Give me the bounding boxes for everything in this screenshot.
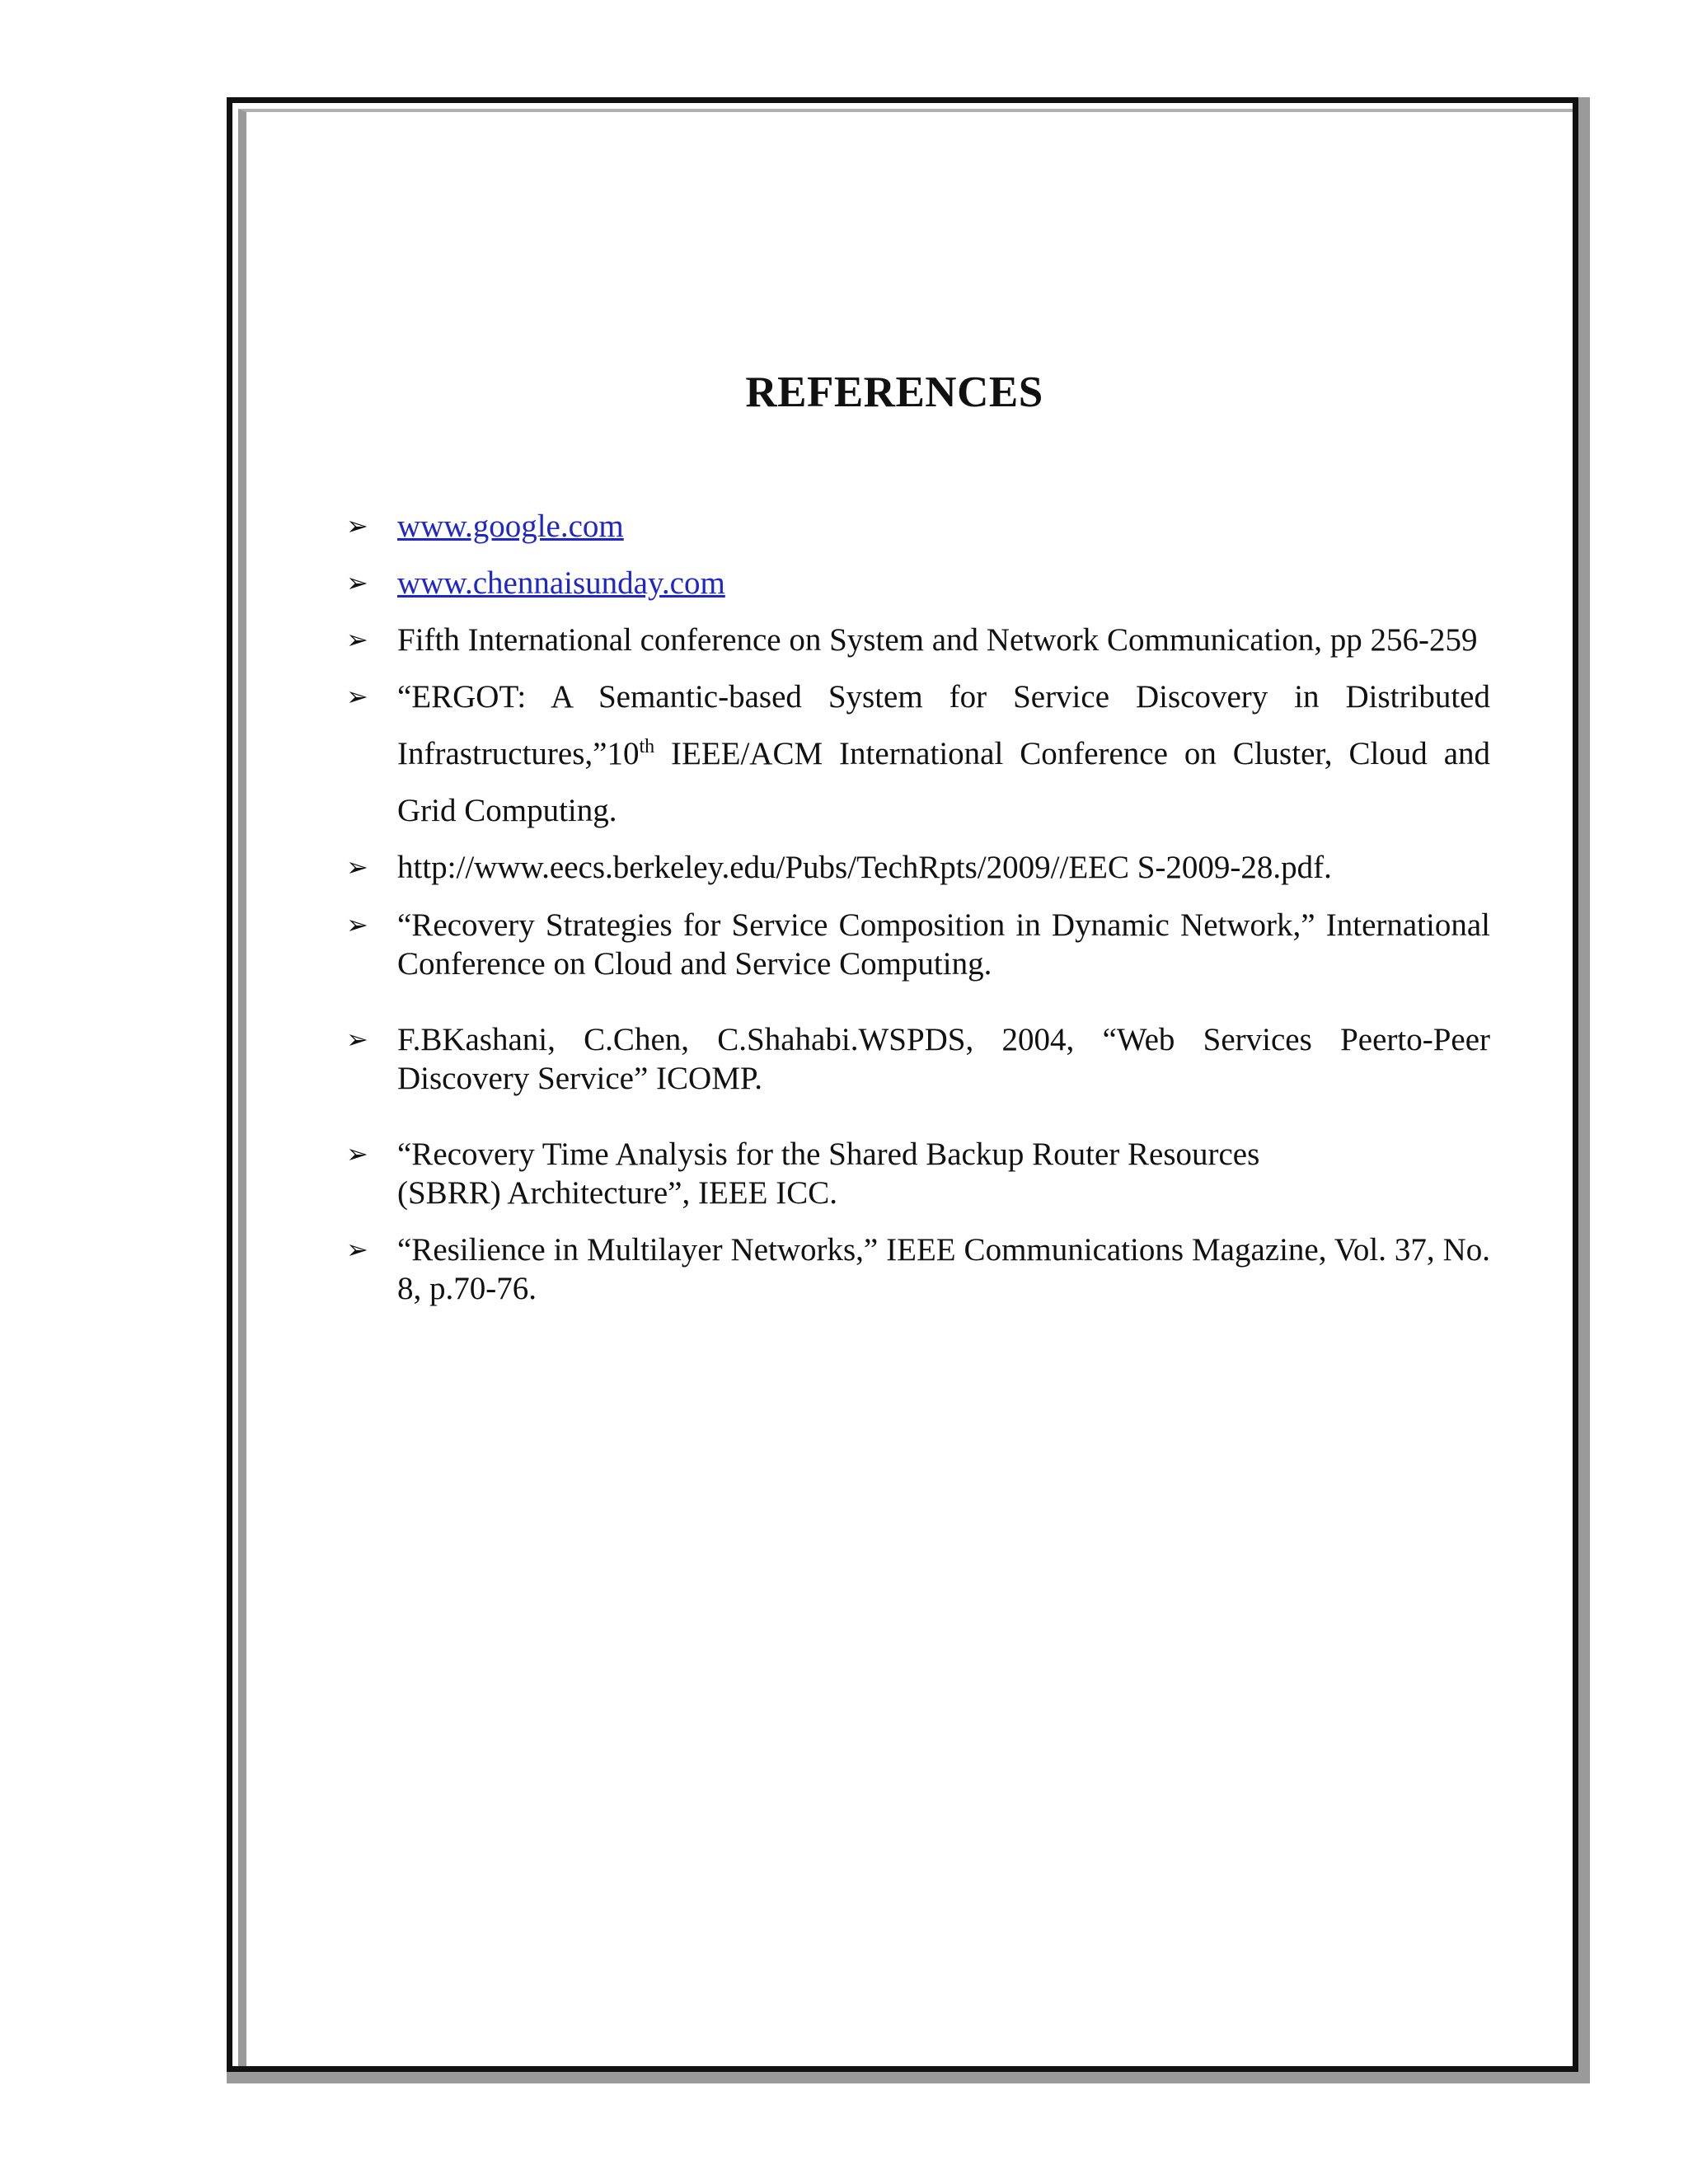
reference-item	[346, 612, 1490, 668]
reference-text: “Recovery Strategies for Service Composition in Dynamic Network,” International Conference on Cloud and Service Computing.	[397, 907, 1490, 982]
reference-text-line: (SBRR) Architecture”, IEEE ICC.	[397, 1175, 837, 1211]
reference-item	[346, 839, 1490, 896]
arrow-bullet-icon: ➢	[346, 1024, 368, 1054]
reference-item	[346, 668, 1490, 839]
reference-item	[346, 498, 1490, 555]
reference-item	[346, 906, 1490, 983]
reference-item	[346, 1230, 1490, 1308]
reference-item	[346, 1020, 1490, 1098]
arrow-bullet-icon: ➢	[346, 625, 368, 654]
arrow-bullet-icon: ➢	[346, 511, 368, 541]
reference-text: F.BKashani, C.Chen, C.Shahabi.WSPDS, 2004, “Web Services Peerto-Peer Discovery Service” ICOMP.	[397, 1022, 1490, 1096]
ordinal-suffix: th	[639, 736, 655, 757]
arrow-bullet-icon: ➢	[346, 682, 368, 711]
arrow-bullet-icon: ➢	[346, 1139, 368, 1169]
page-title: REFERENCES	[745, 368, 1043, 416]
reference-url-text: http://www.eecs.berkeley.edu/Pubs/TechRpts/2009//EEC S-2009-28.pdf.	[397, 850, 1332, 885]
arrow-bullet-icon: ➢	[346, 852, 368, 882]
reference-text: Fifth International conference on System and Network Communication, pp 256-259	[397, 622, 1478, 658]
reference-item	[346, 555, 1490, 612]
reference-text: IEEE/ACM International Conference on Cluster, Cloud and Grid Computing.	[397, 736, 1490, 828]
reference-link[interactable]: www.chennaisunday.com	[397, 565, 725, 601]
reference-text-line: “Recovery Time Analysis for the Shared Backup Router Resources	[397, 1137, 1260, 1172]
reference-link[interactable]: www.google.com	[397, 509, 624, 544]
reference-text: “ERGOT: A Semantic-based System for Service Discovery in Distributed Infrastructures,”10	[397, 679, 1490, 771]
arrow-bullet-icon: ➢	[346, 910, 368, 940]
reference-text: “Resilience in Multilayer Networks,” IEEE Communications Magazine, Vol. 37, No. 8, p.70-76.	[397, 1232, 1490, 1306]
reference-list	[346, 498, 1490, 1308]
arrow-bullet-icon: ➢	[346, 568, 368, 598]
arrow-bullet-icon: ➢	[346, 1235, 368, 1264]
reference-item	[346, 1135, 1490, 1212]
